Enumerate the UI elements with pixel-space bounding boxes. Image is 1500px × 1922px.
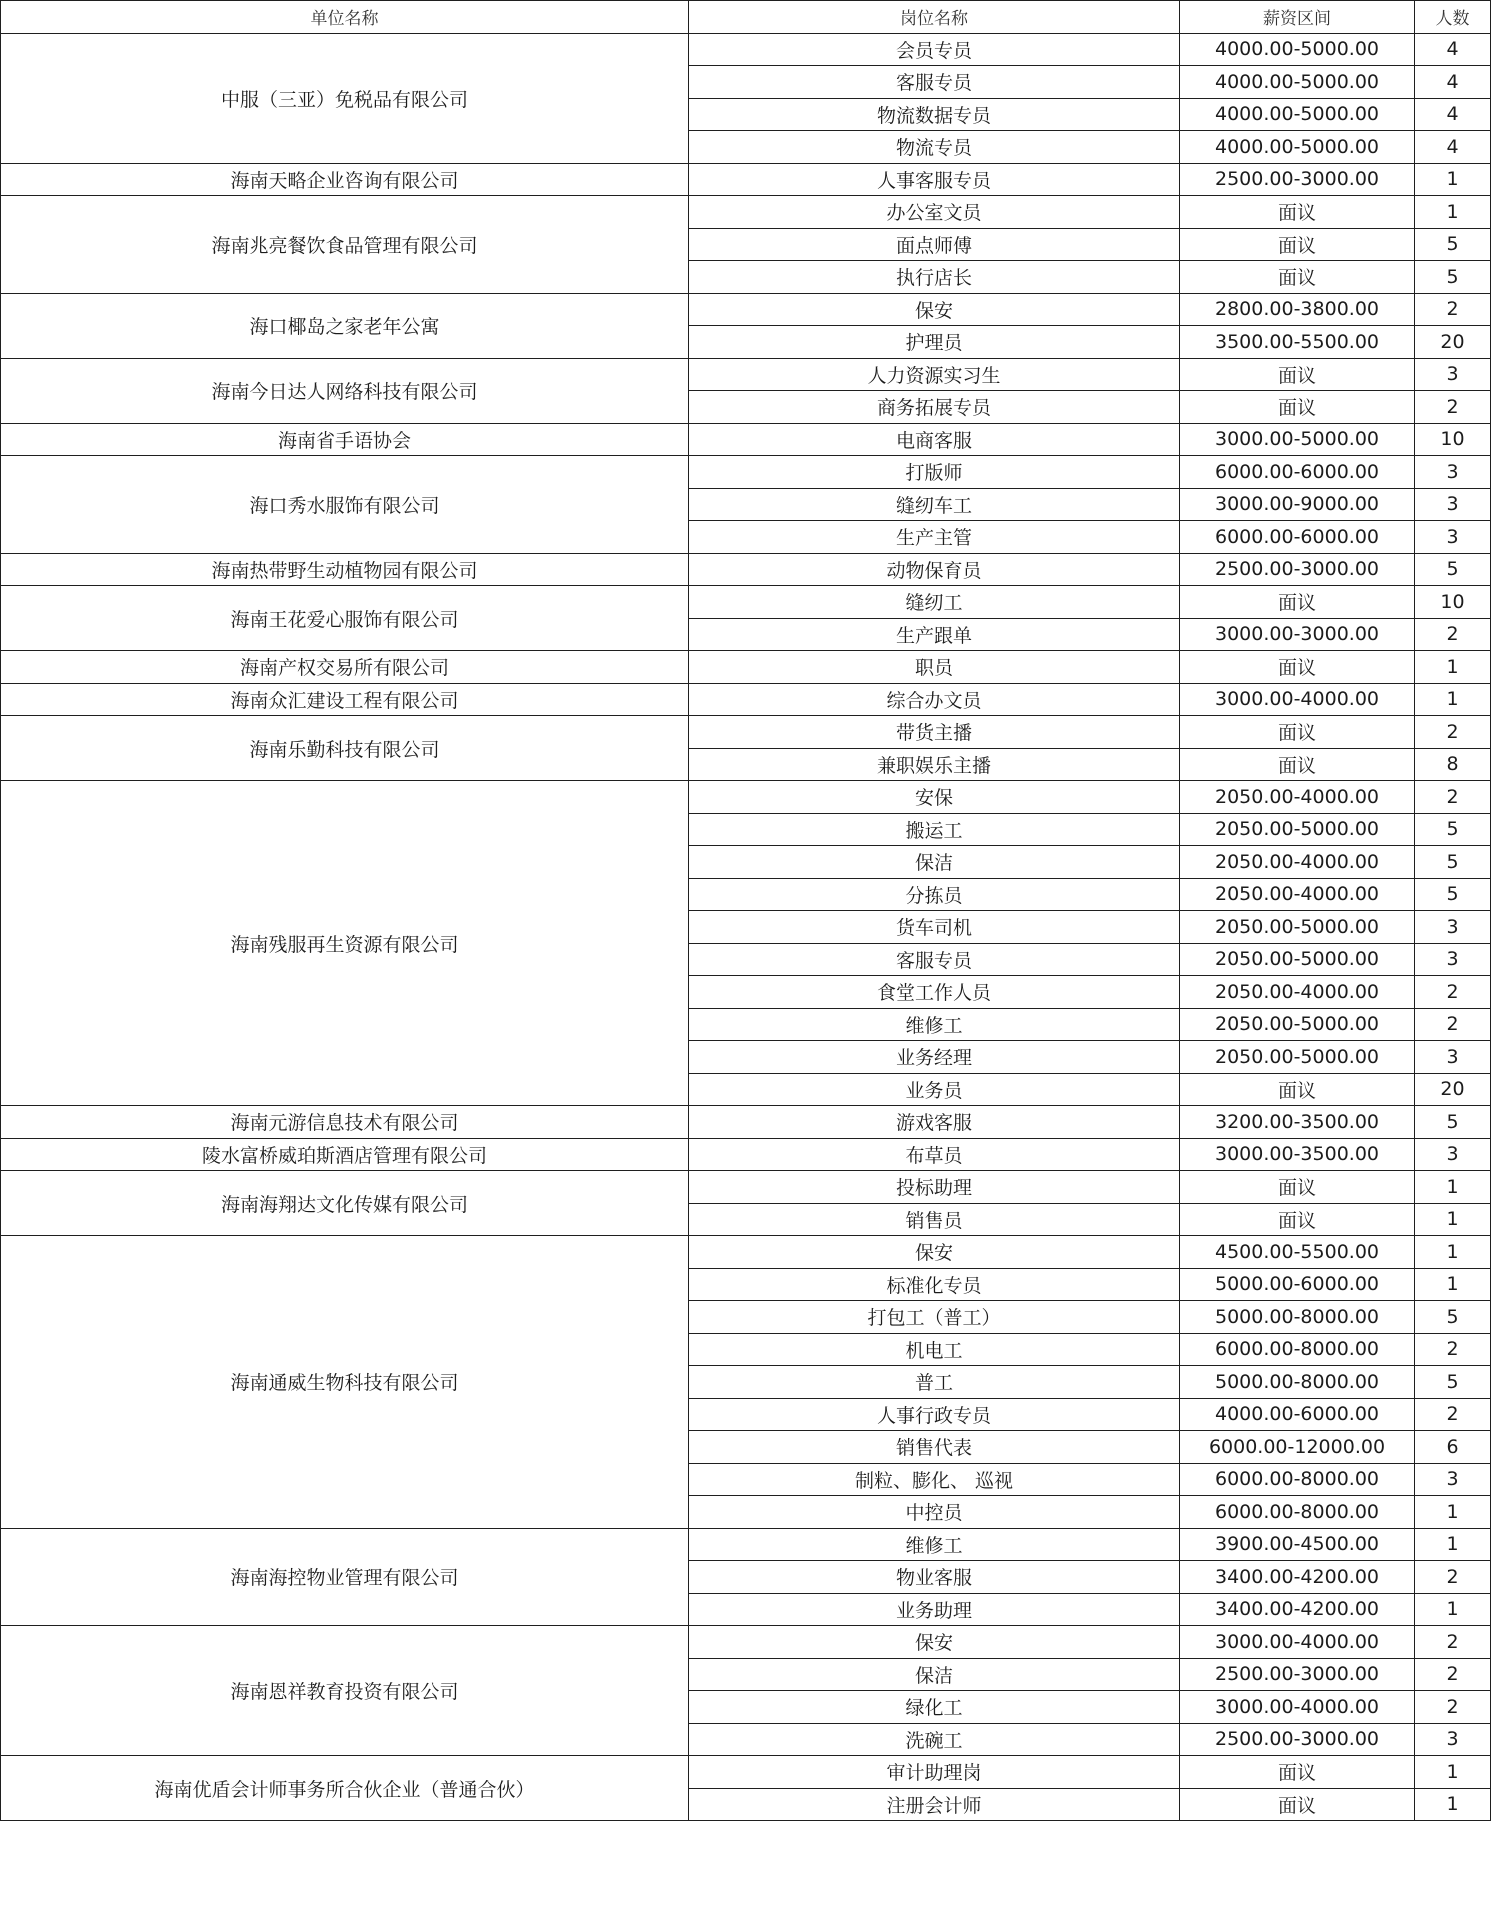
table-row: [1, 651, 1491, 684]
count-cell: 2: [1415, 1626, 1491, 1659]
salary-cell: 面议: [1180, 1788, 1415, 1821]
count-cell: 8: [1415, 748, 1491, 781]
company-name-cell: 海南兆亮餐饮食品管理有限公司: [1, 196, 689, 294]
salary-cell: 面议: [1180, 228, 1415, 261]
position-cell: 游戏客服: [689, 1106, 1180, 1139]
position-cell: 绿化工: [689, 1691, 1180, 1724]
count-cell: 5: [1415, 553, 1491, 586]
position-cell: 审计助理岗: [689, 1756, 1180, 1789]
header-company: 单位名称: [1, 1, 689, 34]
company-name-cell: 海口椰岛之家老年公寓: [1, 293, 689, 358]
salary-cell: 面议: [1180, 1171, 1415, 1204]
count-cell: 1: [1415, 1171, 1491, 1204]
table-row: [1, 553, 1491, 586]
count-cell: 1: [1415, 1203, 1491, 1236]
count-cell: 5: [1415, 878, 1491, 911]
count-cell: 2: [1415, 781, 1491, 814]
salary-cell: 5000.00-8000.00: [1180, 1366, 1415, 1399]
position-cell: 保洁: [689, 1658, 1180, 1691]
salary-cell: 2050.00-4000.00: [1180, 878, 1415, 911]
count-cell: 4: [1415, 66, 1491, 99]
count-cell: 2: [1415, 1658, 1491, 1691]
count-cell: 3: [1415, 358, 1491, 391]
position-cell: 人力资源实习生: [689, 358, 1180, 391]
position-cell: 缝纫工: [689, 586, 1180, 619]
count-cell: 1: [1415, 683, 1491, 716]
salary-cell: 6000.00-6000.00: [1180, 456, 1415, 489]
company-name-cell: 海南热带野生动植物园有限公司: [1, 553, 689, 586]
position-cell: 综合办文员: [689, 683, 1180, 716]
position-cell: 安保: [689, 781, 1180, 814]
salary-cell: 3500.00-5500.00: [1180, 326, 1415, 359]
salary-cell: 面议: [1180, 586, 1415, 619]
company-name-cell: 海南省手语协会: [1, 423, 689, 456]
company-name-cell: 陵水富桥威珀斯酒店管理有限公司: [1, 1138, 689, 1171]
count-cell: 5: [1415, 813, 1491, 846]
salary-cell: 面议: [1180, 1203, 1415, 1236]
count-cell: 3: [1415, 911, 1491, 944]
salary-cell: 6000.00-8000.00: [1180, 1333, 1415, 1366]
salary-cell: 面议: [1180, 1756, 1415, 1789]
salary-cell: 3000.00-3500.00: [1180, 1138, 1415, 1171]
position-cell: 兼职娱乐主播: [689, 748, 1180, 781]
count-cell: 2: [1415, 391, 1491, 424]
count-cell: 5: [1415, 846, 1491, 879]
position-cell: 打版师: [689, 456, 1180, 489]
salary-cell: 3000.00-3000.00: [1180, 618, 1415, 651]
count-cell: 5: [1415, 1301, 1491, 1334]
table-row: [1, 196, 1491, 229]
company-name-cell: 海南海控物业管理有限公司: [1, 1528, 689, 1626]
salary-cell: 2050.00-4000.00: [1180, 976, 1415, 1009]
position-cell: 电商客服: [689, 423, 1180, 456]
position-cell: 商务拓展专员: [689, 391, 1180, 424]
count-cell: 4: [1415, 131, 1491, 164]
company-name-cell: 海南海翔达文化传媒有限公司: [1, 1171, 689, 1236]
position-cell: 保洁: [689, 846, 1180, 879]
position-cell: 动物保育员: [689, 553, 1180, 586]
position-cell: 销售员: [689, 1203, 1180, 1236]
table-row: [1, 1138, 1491, 1171]
company-name-cell: 海南众汇建设工程有限公司: [1, 683, 689, 716]
position-cell: 带货主播: [689, 716, 1180, 749]
salary-cell: 6000.00-8000.00: [1180, 1496, 1415, 1529]
salary-cell: 面议: [1180, 358, 1415, 391]
count-cell: 2: [1415, 1398, 1491, 1431]
count-cell: 3: [1415, 1138, 1491, 1171]
salary-cell: 4000.00-5000.00: [1180, 98, 1415, 131]
count-cell: 1: [1415, 196, 1491, 229]
salary-cell: 2500.00-3000.00: [1180, 163, 1415, 196]
count-cell: 1: [1415, 1496, 1491, 1529]
count-cell: 20: [1415, 326, 1491, 359]
sheet-bottom-margin: [0, 1898, 1500, 1922]
salary-cell: 面议: [1180, 391, 1415, 424]
position-cell: 物流数据专员: [689, 98, 1180, 131]
position-cell: 生产主管: [689, 521, 1180, 554]
position-cell: 注册会计师: [689, 1788, 1180, 1821]
salary-cell: 3400.00-4200.00: [1180, 1593, 1415, 1626]
count-cell: 1: [1415, 1593, 1491, 1626]
position-cell: 办公室文员: [689, 196, 1180, 229]
table-row: [1, 1626, 1491, 1659]
position-cell: 投标助理: [689, 1171, 1180, 1204]
count-cell: 1: [1415, 1756, 1491, 1789]
header-salary: 薪资区间: [1180, 1, 1415, 34]
company-name-cell: 海南产权交易所有限公司: [1, 651, 689, 684]
position-cell: 中控员: [689, 1496, 1180, 1529]
count-cell: 2: [1415, 976, 1491, 1009]
count-cell: 3: [1415, 488, 1491, 521]
position-cell: 销售代表: [689, 1431, 1180, 1464]
table-row: [1, 423, 1491, 456]
header-count: 人数: [1415, 1, 1491, 34]
position-cell: 职员: [689, 651, 1180, 684]
table-row: [1, 456, 1491, 489]
position-cell: 业务经理: [689, 1041, 1180, 1074]
table-row: [1, 683, 1491, 716]
count-cell: 2: [1415, 1333, 1491, 1366]
position-cell: 缝纫车工: [689, 488, 1180, 521]
salary-cell: 4000.00-5000.00: [1180, 66, 1415, 99]
table-row: [1, 1106, 1491, 1139]
position-cell: 人事客服专员: [689, 163, 1180, 196]
company-name-cell: 海南通威生物科技有限公司: [1, 1236, 689, 1529]
count-cell: 5: [1415, 261, 1491, 294]
position-cell: 布草员: [689, 1138, 1180, 1171]
position-cell: 分拣员: [689, 878, 1180, 911]
table-row: [1, 716, 1491, 749]
count-cell: 3: [1415, 1723, 1491, 1756]
position-cell: 维修工: [689, 1528, 1180, 1561]
position-cell: 标准化专员: [689, 1268, 1180, 1301]
salary-cell: 6000.00-8000.00: [1180, 1463, 1415, 1496]
salary-cell: 3000.00-9000.00: [1180, 488, 1415, 521]
salary-cell: 4000.00-5000.00: [1180, 33, 1415, 66]
count-cell: 2: [1415, 293, 1491, 326]
salary-cell: 面议: [1180, 1073, 1415, 1106]
salary-cell: 5000.00-6000.00: [1180, 1268, 1415, 1301]
position-cell: 物业客服: [689, 1561, 1180, 1594]
salary-cell: 4000.00-5000.00: [1180, 131, 1415, 164]
table-row: [1, 293, 1491, 326]
position-cell: 执行店长: [689, 261, 1180, 294]
salary-cell: 2050.00-5000.00: [1180, 943, 1415, 976]
salary-cell: 面议: [1180, 196, 1415, 229]
salary-cell: 2050.00-4000.00: [1180, 846, 1415, 879]
count-cell: 2: [1415, 1008, 1491, 1041]
salary-cell: 2050.00-5000.00: [1180, 911, 1415, 944]
company-name-cell: 中服（三亚）免税品有限公司: [1, 33, 689, 163]
salary-cell: 2800.00-3800.00: [1180, 293, 1415, 326]
salary-cell: 6000.00-12000.00: [1180, 1431, 1415, 1464]
position-cell: 普工: [689, 1366, 1180, 1399]
position-cell: 机电工: [689, 1333, 1180, 1366]
count-cell: 10: [1415, 586, 1491, 619]
salary-cell: 3400.00-4200.00: [1180, 1561, 1415, 1594]
salary-cell: 3000.00-4000.00: [1180, 1691, 1415, 1724]
salary-cell: 6000.00-6000.00: [1180, 521, 1415, 554]
salary-cell: 4000.00-6000.00: [1180, 1398, 1415, 1431]
salary-cell: 面议: [1180, 716, 1415, 749]
count-cell: 5: [1415, 1366, 1491, 1399]
salary-cell: 3200.00-3500.00: [1180, 1106, 1415, 1139]
count-cell: 2: [1415, 1561, 1491, 1594]
header-row: [1, 1, 1491, 34]
count-cell: 5: [1415, 1106, 1491, 1139]
count-cell: 1: [1415, 1236, 1491, 1269]
salary-cell: 2500.00-3000.00: [1180, 1658, 1415, 1691]
table-row: [1, 1528, 1491, 1561]
company-name-cell: 海南天略企业咨询有限公司: [1, 163, 689, 196]
salary-cell: 3000.00-4000.00: [1180, 1626, 1415, 1659]
table-row: [1, 586, 1491, 619]
company-name-cell: 海南优盾会计师事务所合伙企业（普通合伙）: [1, 1756, 689, 1821]
company-name-cell: 海南王花爱心服饰有限公司: [1, 586, 689, 651]
count-cell: 3: [1415, 1463, 1491, 1496]
salary-cell: 面议: [1180, 651, 1415, 684]
count-cell: 20: [1415, 1073, 1491, 1106]
position-cell: 生产跟单: [689, 618, 1180, 651]
count-cell: 1: [1415, 1528, 1491, 1561]
position-cell: 打包工（普工）: [689, 1301, 1180, 1334]
position-cell: 保安: [689, 1626, 1180, 1659]
position-cell: 洗碗工: [689, 1723, 1180, 1756]
position-cell: 业务员: [689, 1073, 1180, 1106]
table-row: [1, 163, 1491, 196]
position-cell: 业务助理: [689, 1593, 1180, 1626]
position-cell: 客服专员: [689, 66, 1180, 99]
count-cell: 3: [1415, 1041, 1491, 1074]
position-cell: 维修工: [689, 1008, 1180, 1041]
count-cell: 1: [1415, 1788, 1491, 1821]
salary-cell: 2050.00-5000.00: [1180, 813, 1415, 846]
position-cell: 人事行政专员: [689, 1398, 1180, 1431]
count-cell: 3: [1415, 521, 1491, 554]
salary-cell: 2500.00-3000.00: [1180, 553, 1415, 586]
count-cell: 1: [1415, 651, 1491, 684]
company-name-cell: 海南今日达人网络科技有限公司: [1, 358, 689, 423]
position-cell: 制粒、膨化、 巡视: [689, 1463, 1180, 1496]
table-row: [1, 358, 1491, 391]
position-cell: 面点师傅: [689, 228, 1180, 261]
count-cell: 4: [1415, 98, 1491, 131]
table-row: [1, 1236, 1491, 1269]
count-cell: 1: [1415, 1268, 1491, 1301]
salary-cell: 2500.00-3000.00: [1180, 1723, 1415, 1756]
position-cell: 护理员: [689, 326, 1180, 359]
table-row: [1, 1171, 1491, 1204]
count-cell: 2: [1415, 618, 1491, 651]
table-row: [1, 33, 1491, 66]
position-cell: 物流专员: [689, 131, 1180, 164]
count-cell: 2: [1415, 716, 1491, 749]
company-name-cell: 海南乐勤科技有限公司: [1, 716, 689, 781]
position-cell: 食堂工作人员: [689, 976, 1180, 1009]
salary-cell: 2050.00-5000.00: [1180, 1041, 1415, 1074]
table-body: [1, 33, 1491, 1821]
count-cell: 5: [1415, 228, 1491, 261]
salary-cell: 5000.00-8000.00: [1180, 1301, 1415, 1334]
salary-cell: 3000.00-5000.00: [1180, 423, 1415, 456]
position-cell: 保安: [689, 293, 1180, 326]
company-name-cell: 海口秀水服饰有限公司: [1, 456, 689, 554]
salary-cell: 面议: [1180, 748, 1415, 781]
count-cell: 3: [1415, 456, 1491, 489]
company-name-cell: 海南残服再生资源有限公司: [1, 781, 689, 1106]
header-position: 岗位名称: [689, 1, 1180, 34]
count-cell: 2: [1415, 1691, 1491, 1724]
salary-cell: 面议: [1180, 261, 1415, 294]
count-cell: 6: [1415, 1431, 1491, 1464]
count-cell: 1: [1415, 163, 1491, 196]
salary-cell: 3000.00-4000.00: [1180, 683, 1415, 716]
salary-cell: 2050.00-5000.00: [1180, 1008, 1415, 1041]
position-cell: 会员专员: [689, 33, 1180, 66]
count-cell: 10: [1415, 423, 1491, 456]
salary-cell: 3900.00-4500.00: [1180, 1528, 1415, 1561]
position-cell: 保安: [689, 1236, 1180, 1269]
count-cell: 3: [1415, 943, 1491, 976]
table-row: [1, 1756, 1491, 1789]
position-cell: 搬运工: [689, 813, 1180, 846]
count-cell: 4: [1415, 33, 1491, 66]
position-cell: 货车司机: [689, 911, 1180, 944]
table-row: [1, 781, 1491, 814]
salary-cell: 2050.00-4000.00: [1180, 781, 1415, 814]
salary-cell: 4500.00-5500.00: [1180, 1236, 1415, 1269]
company-name-cell: 海南元游信息技术有限公司: [1, 1106, 689, 1139]
position-cell: 客服专员: [689, 943, 1180, 976]
company-name-cell: 海南恩祥教育投资有限公司: [1, 1626, 689, 1756]
